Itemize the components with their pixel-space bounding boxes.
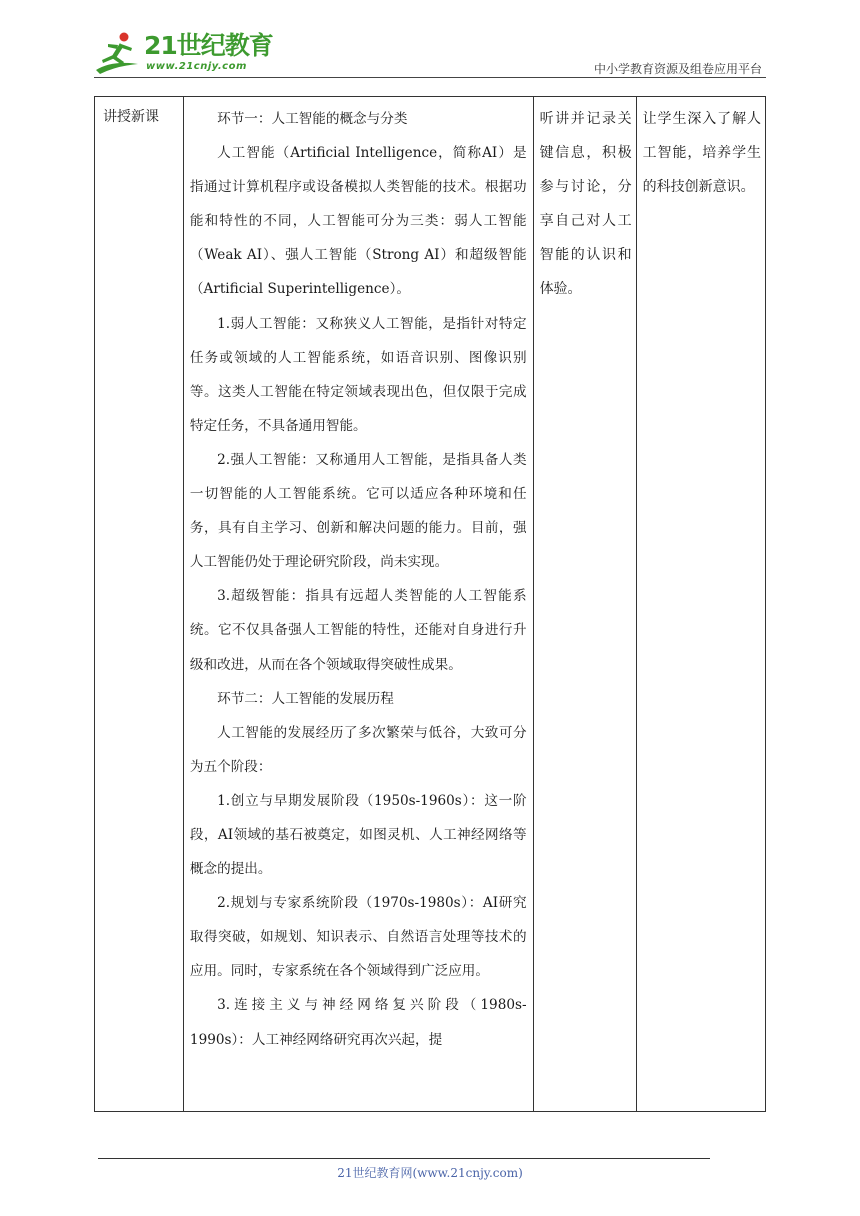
content-paragraph: 人工智能（Artificial Intelligence，简称AI）是指通过计算机程序或设备模拟人类智能的技术。根据功能和特性的不同，人工智能可分为三类：弱人工智能（Weak AI）、强人工智能（Strong AI）和超级智能（Artificial Superintelligence）。 xyxy=(189,145,527,298)
student-activity-cell xyxy=(533,97,636,1112)
header-divider xyxy=(94,77,766,78)
header-slogan: 中小学教育资源及组卷应用平台 xyxy=(593,62,762,76)
content-paragraph: 2.规划与专家系统阶段（1970s-1980s）：AI研究取得突破，如规划、知识表示、自然语言处理等技术的应用。同时，专家系统在各个领域得到广泛应用。 xyxy=(189,895,527,980)
stage-cell xyxy=(95,97,184,1112)
logo-title: 21世纪教育 xyxy=(144,31,273,60)
design-intent-cell xyxy=(636,97,765,1112)
content-paragraph: 1.弱人工智能：又称狭义人工智能，是指针对特定任务或领域的人工智能系统，如语音识别、图像识别等。这类人工智能在特定领域表现出色，但仅限于完成特定任务，不具备通用智能。 xyxy=(189,315,527,434)
page-header xyxy=(94,30,766,78)
footer-link[interactable]: 21世纪教育网(www.21cnjy.com) xyxy=(337,1166,523,1180)
section-heading: 环节一：人工智能的概念与分类 xyxy=(217,111,408,127)
student-activity-text: 听讲并记录关键信息，积极参与讨论，分享自己对人工智能的认识和体验。 xyxy=(539,111,632,298)
section-heading: 环节二：人工智能的发展历程 xyxy=(217,690,394,707)
content-paragraph: 人工智能的发展经历了多次繁荣与低谷，大致可分为五个阶段： xyxy=(189,724,527,775)
content-paragraph: 2.强人工智能：又称通用人工智能，是指具备人类一切智能的人工智能系统。它可以适应各种环境和任务，具有自主学习、创新和解决问题的能力。目前，强人工智能仍处于理论研究阶段，尚未实现。 xyxy=(189,451,527,571)
footer-divider xyxy=(98,1158,710,1159)
design-intent-text: 让学生深入了解人工智能，培养学生的科技创新意识。 xyxy=(642,111,761,196)
content-paragraph: 3.超级智能：指具有远超人类智能的人工智能系统。它不仅具备强人工智能的特性，还能对自身进行升级和改进，从而在各个领域取得突破性成果。 xyxy=(189,588,527,673)
teaching-content-cell xyxy=(183,97,533,1112)
table-row xyxy=(95,97,766,1112)
site-logo[interactable] xyxy=(94,30,273,78)
content-paragraph: 3.连接主义与神经网络复兴阶段（1980s-1990s）：人工神经网络研究再次兴起，提 xyxy=(189,997,527,1048)
content-paragraph: 1.创立与早期发展阶段（1950s-1960s）：这一阶段，AI领域的基石被奠定，如图灵机、人工神经网络等概念的提出。 xyxy=(189,792,527,878)
stage-label: 讲授新课 xyxy=(103,109,159,125)
logo-url: www.21cnjy.com xyxy=(146,61,247,72)
lesson-plan-table xyxy=(94,96,766,1112)
running-figure-logo-icon xyxy=(94,30,142,76)
